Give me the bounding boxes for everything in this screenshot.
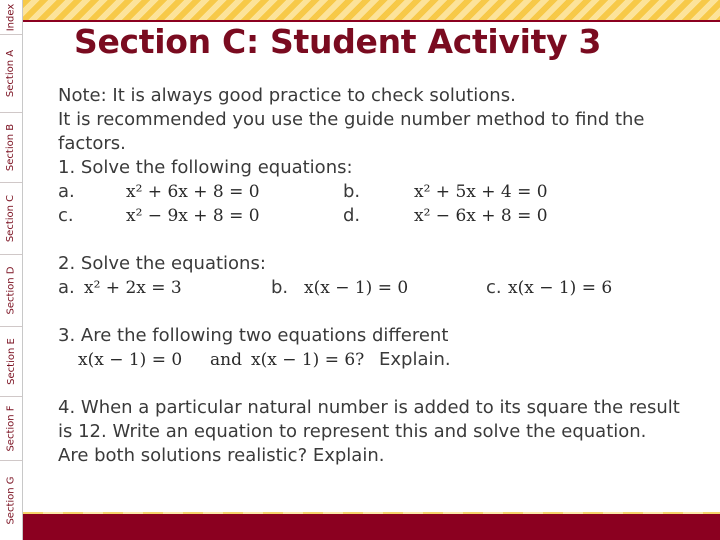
q2-a-equation: x² + 2x = 3 (84, 278, 182, 298)
q1-d-equation: x² − 6x + 8 = 0 (414, 206, 548, 226)
q3-and-word: and (210, 350, 242, 370)
question-4-line-1: 4. When a particular natural number is added to its square the result (58, 397, 680, 418)
question-4-line-3: Are both solutions realistic? Explain. (58, 445, 385, 466)
note-line-2: It is recommended you use the guide number method to find the (58, 109, 645, 130)
sidebar-item-section-a[interactable]: Section A (5, 49, 17, 97)
question-2-prompt: 2. Solve the equations: (58, 253, 266, 274)
sidebar-item-section-d[interactable]: Section D (5, 265, 17, 315)
sidebar-item-section-e[interactable]: Section E (5, 337, 17, 385)
page-title: Section C: Student Activity 3 (74, 22, 602, 61)
q1-b-label: b. (343, 181, 361, 202)
q2-c-label: c. (486, 277, 502, 298)
q1-c-label: c. (58, 205, 74, 226)
q2-b-equation: x(x − 1) = 0 (304, 278, 409, 298)
sidebar-item-section-f[interactable]: Section F (5, 404, 17, 452)
q2-c-equation: x(x − 1) = 6 (508, 278, 613, 298)
section-sidebar (0, 0, 23, 540)
q1-a-equation: x² + 6x + 8 = 0 (126, 182, 260, 202)
q1-c-equation: x² − 9x + 8 = 0 (126, 206, 260, 226)
q3-equation-2: x(x − 1) = 6? (251, 350, 365, 370)
q1-a-label: a. (58, 181, 75, 202)
top-decorative-bar (23, 0, 720, 20)
q2-b-label: b. (271, 277, 289, 298)
q1-b-equation: x² + 5x + 4 = 0 (414, 182, 548, 202)
q3-equation-1: x(x − 1) = 0 (78, 350, 183, 370)
q2-a-label: a. (58, 277, 75, 298)
question-4-line-2: is 12. Write an equation to represent this and solve the equation. (58, 421, 647, 442)
bottom-decorative-bar (23, 514, 720, 540)
q3-explain: Explain. (379, 349, 451, 370)
sidebar-item-section-c[interactable]: Section C (5, 194, 17, 242)
question-1-prompt: 1. Solve the following equations: (58, 157, 353, 178)
note-line-1: Note: It is always good practice to check solutions. (58, 85, 516, 106)
sidebar-item-section-g[interactable]: Section G (5, 475, 17, 525)
sidebar-item-section-b[interactable]: Section B (5, 123, 17, 171)
q1-d-label: d. (343, 205, 361, 226)
note-line-3: factors. (58, 133, 126, 154)
question-3-prompt: 3. Are the following two equations different (58, 325, 449, 346)
sidebar-item-index[interactable]: Index (5, 3, 17, 31)
